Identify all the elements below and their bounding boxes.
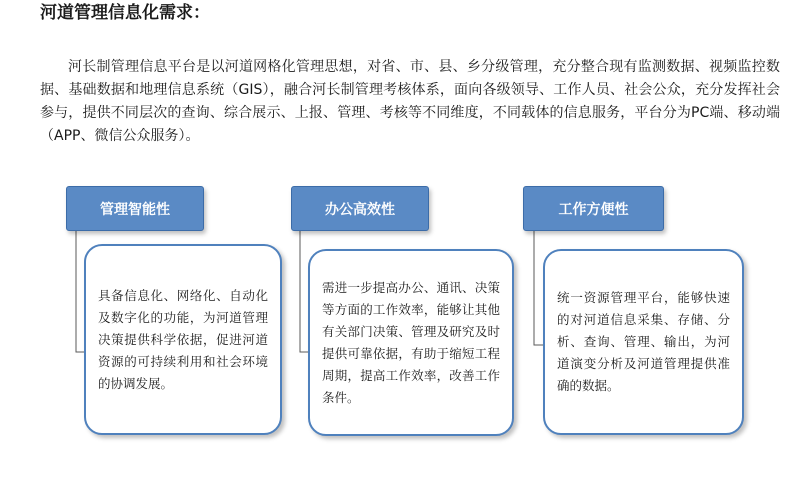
header-management-intelligence (66, 186, 204, 231)
description-text: 统一资源管理平台，能够快速的对河道信息采集、存储、分析、查询、管理、输出，为河道演变分析及河道管理提供准确的数据。 (557, 290, 730, 393)
description-box-2 (308, 249, 514, 436)
header-label: 管理智能性 (100, 201, 170, 218)
header-office-efficiency (291, 186, 429, 231)
description-box-3 (543, 249, 744, 435)
description-text: 需进一步提高办公、通讯、决策等方面的工作效率，能够让其他有关部门决策、管理及研究及时提供可靠依据，有助于缩短工程周期，提高工作效率，改善工作条件。 (322, 279, 500, 405)
header-work-convenience (523, 186, 664, 231)
page-title: 河道管理信息化需求： (40, 3, 210, 23)
description-text: 具备信息化、网络化、自动化及数字化的功能，为河道管理决策提供科学依据，促进河道资源的可持续利用和社会环境的协调发展。 (98, 287, 268, 391)
intro-paragraph: 河长制管理信息平台是以河道网格化管理思想，对省、市、县、乡分级管理，充分整合现有监测数据、视频监控数据、基础数据和地理信息系统（GIS），融合河长制管理考核体系，面向各级领导、工作人员、社会公众，充分发挥社会参与，提供不同层次的查询、综合展示、上报、管理、考核等不同维度，不同载体的信息服务，平台分为PC端、移动端（APP、微信公众服务）。 (40, 59, 780, 144)
header-label: 工作方便性 (558, 201, 629, 218)
header-label: 办公高效性 (325, 201, 395, 218)
description-box-1 (84, 244, 282, 435)
